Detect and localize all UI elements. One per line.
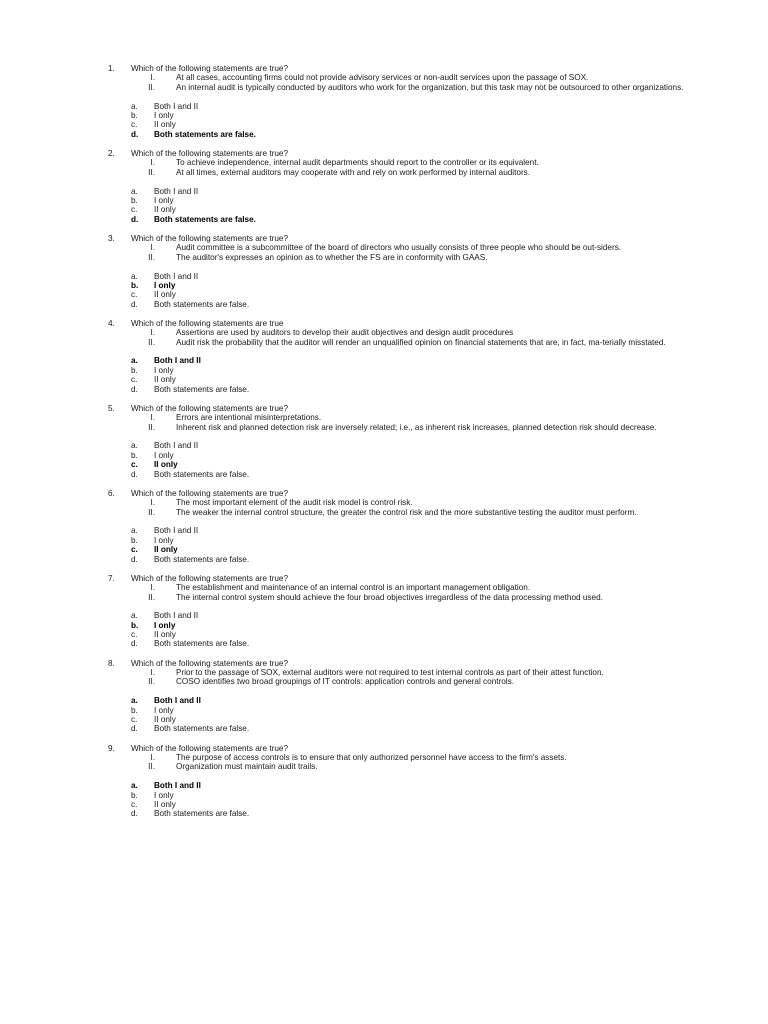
statement-numeral: II. — [148, 337, 155, 347]
statement-numeral: I. — [150, 668, 155, 678]
question-header — [0, 234, 768, 243]
choice-text: Both statements are false. — [154, 554, 250, 564]
question-prompt: Which of the following statements are true? — [131, 658, 289, 668]
choice-letter: a. — [131, 101, 138, 111]
choice-text: Both statements are false. — [154, 214, 256, 224]
choice-item — [0, 196, 768, 205]
choice-letter: a. — [131, 611, 138, 621]
statement-item — [0, 168, 768, 177]
statement-item — [0, 498, 768, 507]
choice-letter: a. — [131, 441, 138, 451]
question-number: 5. — [108, 403, 115, 413]
choice-text: II only — [154, 290, 176, 300]
choice-item — [0, 809, 768, 818]
choice-item — [0, 120, 768, 129]
choice-letter: d. — [131, 809, 138, 819]
choice-letter: b. — [131, 365, 138, 375]
choice-list — [0, 696, 768, 734]
choice-letter: c. — [131, 290, 138, 300]
statement-numeral: I. — [150, 73, 155, 83]
choice-list — [0, 441, 768, 479]
question-prompt: Which of the following statements are true? — [131, 403, 289, 413]
choice-letter: d. — [131, 214, 139, 224]
choice-text: II only — [154, 460, 178, 470]
choice-item — [0, 611, 768, 620]
statement-item — [0, 593, 768, 602]
statement-numeral: I. — [150, 413, 155, 423]
choice-item — [0, 300, 768, 309]
statement-item — [0, 158, 768, 167]
choice-list — [0, 272, 768, 310]
choice-item — [0, 555, 768, 564]
question-prompt: Which of the following statements are true? — [131, 743, 289, 753]
statement-text: COSO identifies two broad groupings of IT controls: application controls and general controls. — [176, 677, 514, 687]
choice-letter: c. — [131, 800, 138, 809]
statement-item — [0, 668, 768, 677]
choice-item-correct — [0, 621, 768, 630]
choice-text: I only — [154, 620, 176, 630]
choice-text: II only — [154, 800, 176, 809]
question-prompt: Which of the following statements are true? — [131, 64, 289, 73]
choice-item-correct — [0, 781, 768, 790]
choice-letter: d. — [131, 384, 138, 394]
statement-numeral: I. — [150, 158, 155, 168]
choice-list — [0, 526, 768, 564]
choice-text: Both I and II — [154, 526, 199, 536]
choice-item — [0, 630, 768, 639]
choice-text: Both I and II — [154, 781, 201, 791]
choice-letter: a. — [131, 271, 138, 281]
question-number: 8. — [108, 658, 115, 668]
choice-text: I only — [154, 705, 174, 715]
choice-item — [0, 102, 768, 111]
statement-numeral: II. — [148, 82, 155, 92]
choice-list — [0, 781, 768, 819]
choice-list — [0, 611, 768, 649]
quiz-document — [0, 64, 768, 829]
statement-numeral: I. — [150, 753, 155, 763]
question-number: 7. — [108, 573, 115, 583]
statement-item — [0, 677, 768, 686]
statement-text: Errors are intentional misinterpretations. — [176, 413, 322, 423]
choice-item-correct — [0, 281, 768, 290]
statement-list — [0, 753, 768, 772]
choice-text: II only — [154, 630, 176, 640]
choice-item — [0, 205, 768, 214]
choice-letter: b. — [131, 790, 138, 800]
question-number: 4. — [108, 318, 115, 328]
choice-letter: d. — [131, 469, 138, 479]
choice-letter: d. — [131, 724, 138, 734]
statement-text: The most important element of the audit risk model is control risk. — [176, 498, 413, 508]
choice-letter: b. — [131, 620, 139, 630]
choice-text: II only — [154, 120, 176, 130]
choice-letter: d. — [131, 554, 138, 564]
choice-text: Both statements are false. — [154, 469, 250, 479]
statement-text: Organization must maintain audit trails. — [176, 762, 318, 772]
choice-item — [0, 272, 768, 281]
question-prompt: Which of the following statements are true? — [131, 488, 289, 498]
statement-list — [0, 413, 768, 432]
statement-item — [0, 243, 768, 252]
choice-letter: c. — [131, 120, 138, 130]
statement-list — [0, 498, 768, 517]
question-prompt: Which of the following statements are true? — [131, 148, 289, 158]
choice-letter: d. — [131, 129, 139, 139]
choice-item — [0, 715, 768, 724]
choice-item — [0, 375, 768, 384]
choice-text: I only — [154, 110, 174, 120]
statement-item — [0, 338, 768, 347]
choice-letter: c. — [131, 545, 138, 555]
choice-letter: b. — [131, 705, 138, 715]
choice-letter: a. — [131, 696, 138, 706]
question-item — [0, 64, 768, 139]
choice-text: II only — [154, 715, 176, 725]
choice-text: I only — [154, 790, 174, 800]
question-item — [0, 149, 768, 224]
question-item — [0, 574, 768, 649]
choice-text: Both statements are false. — [154, 299, 250, 309]
statement-text: Prior to the passage of SOX, external auditors were not required to test internal controls as part of their attest function. — [176, 668, 604, 678]
choice-list — [0, 187, 768, 225]
choice-letter: a. — [131, 186, 138, 196]
question-item — [0, 659, 768, 734]
statement-item — [0, 762, 768, 771]
choice-text: Both statements are false. — [154, 809, 250, 819]
question-header — [0, 64, 768, 73]
question-item — [0, 744, 768, 819]
question-header — [0, 574, 768, 583]
choice-item-correct — [0, 460, 768, 469]
choice-text: I only — [154, 365, 174, 375]
question-number: 2. — [108, 148, 115, 158]
question-item — [0, 404, 768, 479]
choice-item-correct — [0, 356, 768, 365]
choice-letter: c. — [131, 375, 138, 385]
choice-letter: d. — [131, 299, 138, 309]
choice-text: I only — [154, 195, 174, 205]
statement-text: Audit risk the probability that the auditor will render an unqualified opinion on financial statements that are, in fact, ma-terially misstated. — [176, 337, 666, 347]
choice-item — [0, 724, 768, 733]
statement-text: The weaker the internal control structure, the greater the control risk and the more substantive testing the auditor must perform. — [176, 507, 637, 517]
choice-text: II only — [154, 205, 176, 215]
choice-letter: b. — [131, 110, 138, 120]
statement-numeral: I. — [150, 328, 155, 338]
choice-letter: b. — [131, 535, 138, 545]
choice-text: I only — [154, 535, 174, 545]
question-number: 3. — [108, 233, 115, 243]
choice-text: Both I and II — [154, 271, 199, 281]
choice-letter: a. — [131, 356, 138, 366]
choice-text: I only — [154, 280, 176, 290]
choice-text: Both I and II — [154, 186, 199, 196]
question-header — [0, 489, 768, 498]
choice-list — [0, 102, 768, 140]
choice-item — [0, 470, 768, 479]
choice-text: Both I and II — [154, 356, 201, 366]
question-header — [0, 319, 768, 328]
choice-letter: c. — [131, 205, 138, 215]
statement-numeral: II. — [148, 422, 155, 432]
statement-item — [0, 328, 768, 337]
statement-text: The internal control system should achieve the four broad objectives irregardless of the data processing method used. — [176, 592, 603, 602]
statement-list — [0, 328, 768, 347]
choice-item-correct — [0, 215, 768, 224]
statement-numeral: II. — [148, 762, 155, 772]
statement-text: Audit committee is a subcommittee of the board of directors who usually consists of three people who should be out-siders. — [176, 243, 622, 253]
statement-numeral: I. — [150, 583, 155, 593]
choice-letter: d. — [131, 639, 138, 649]
choice-item — [0, 791, 768, 800]
statement-list — [0, 73, 768, 92]
question-header — [0, 659, 768, 668]
statement-numeral: II. — [148, 677, 155, 687]
question-item — [0, 489, 768, 564]
choice-text: Both I and II — [154, 441, 199, 451]
choice-item — [0, 536, 768, 545]
statement-numeral: I. — [150, 243, 155, 253]
statement-item — [0, 73, 768, 82]
choice-text: Both I and II — [154, 696, 201, 706]
statement-item — [0, 253, 768, 262]
statement-item — [0, 583, 768, 592]
choice-text: Both statements are false. — [154, 384, 250, 394]
choice-text: Both statements are false. — [154, 724, 250, 734]
statement-text: At all cases, accounting firms could not provide advisory services or non-audit services upon the passage of SOX. — [176, 73, 589, 83]
statement-list — [0, 158, 768, 177]
choice-letter: c. — [131, 715, 138, 725]
question-prompt: Which of the following statements are true — [131, 318, 284, 328]
question-number: 1. — [108, 64, 115, 73]
choice-letter: c. — [131, 630, 138, 640]
question-prompt: Which of the following statements are true? — [131, 233, 289, 243]
choice-item — [0, 800, 768, 809]
statement-text: Inherent risk and planned detection risk are inversely related; i.e., as inherent risk increases, planned detection risk should decrease. — [176, 422, 657, 432]
choice-letter: c. — [131, 460, 138, 470]
question-item — [0, 319, 768, 394]
statement-item — [0, 423, 768, 432]
question-header — [0, 744, 768, 753]
choice-text: Both I and II — [154, 611, 199, 621]
choice-list — [0, 356, 768, 394]
statement-list — [0, 583, 768, 602]
question-header — [0, 404, 768, 413]
choice-item — [0, 111, 768, 120]
question-item — [0, 234, 768, 309]
statement-item — [0, 753, 768, 762]
statement-text: The purpose of access controls is to ensure that only authorized personnel have access to the firm's assets. — [176, 753, 567, 763]
statement-text: The establishment and maintenance of an internal control is an important management obligation. — [176, 583, 531, 593]
choice-item — [0, 366, 768, 375]
question-number: 9. — [108, 743, 115, 753]
choice-text: Both statements are false. — [154, 639, 250, 649]
choice-item — [0, 639, 768, 648]
choice-letter: a. — [131, 781, 138, 791]
question-number: 6. — [108, 488, 115, 498]
statement-item — [0, 413, 768, 422]
statement-text: The auditor's expresses an opinion as to whether the FS are in conformity with GAAS. — [176, 252, 488, 262]
statement-text: At all times, external auditors may cooperate with and rely on work performed by internal auditors. — [176, 167, 531, 177]
statement-numeral: II. — [148, 167, 155, 177]
choice-item — [0, 706, 768, 715]
choice-item — [0, 451, 768, 460]
choice-item — [0, 526, 768, 535]
choice-text: II only — [154, 375, 176, 385]
statement-list — [0, 243, 768, 262]
choice-item — [0, 187, 768, 196]
statement-list — [0, 668, 768, 687]
statement-numeral: I. — [150, 498, 155, 508]
statement-text: Assertions are used by auditors to develop their audit objectives and design audit procedures — [176, 328, 514, 338]
statement-text: An internal audit is typically conducted by auditors who work for the organization, but this task may not be outsourced to other organizations. — [176, 82, 684, 92]
choice-item-correct — [0, 545, 768, 554]
statement-numeral: II. — [148, 507, 155, 517]
statement-text: To achieve independence, internal audit departments should report to the controller or its equivalent. — [176, 158, 539, 168]
statement-item — [0, 508, 768, 517]
question-prompt: Which of the following statements are true? — [131, 573, 289, 583]
statement-item — [0, 83, 768, 92]
statement-numeral: II. — [148, 592, 155, 602]
choice-item-correct — [0, 130, 768, 139]
choice-item — [0, 441, 768, 450]
choice-item — [0, 290, 768, 299]
question-header — [0, 149, 768, 158]
choice-item — [0, 385, 768, 394]
statement-numeral: II. — [148, 252, 155, 262]
choice-letter: b. — [131, 280, 139, 290]
choice-text: Both I and II — [154, 101, 199, 111]
choice-letter: b. — [131, 195, 138, 205]
choice-item-correct — [0, 696, 768, 705]
choice-text: II only — [154, 545, 178, 555]
choice-text: Both statements are false. — [154, 129, 256, 139]
choice-text: I only — [154, 450, 174, 460]
choice-letter: b. — [131, 450, 138, 460]
choice-letter: a. — [131, 526, 138, 536]
